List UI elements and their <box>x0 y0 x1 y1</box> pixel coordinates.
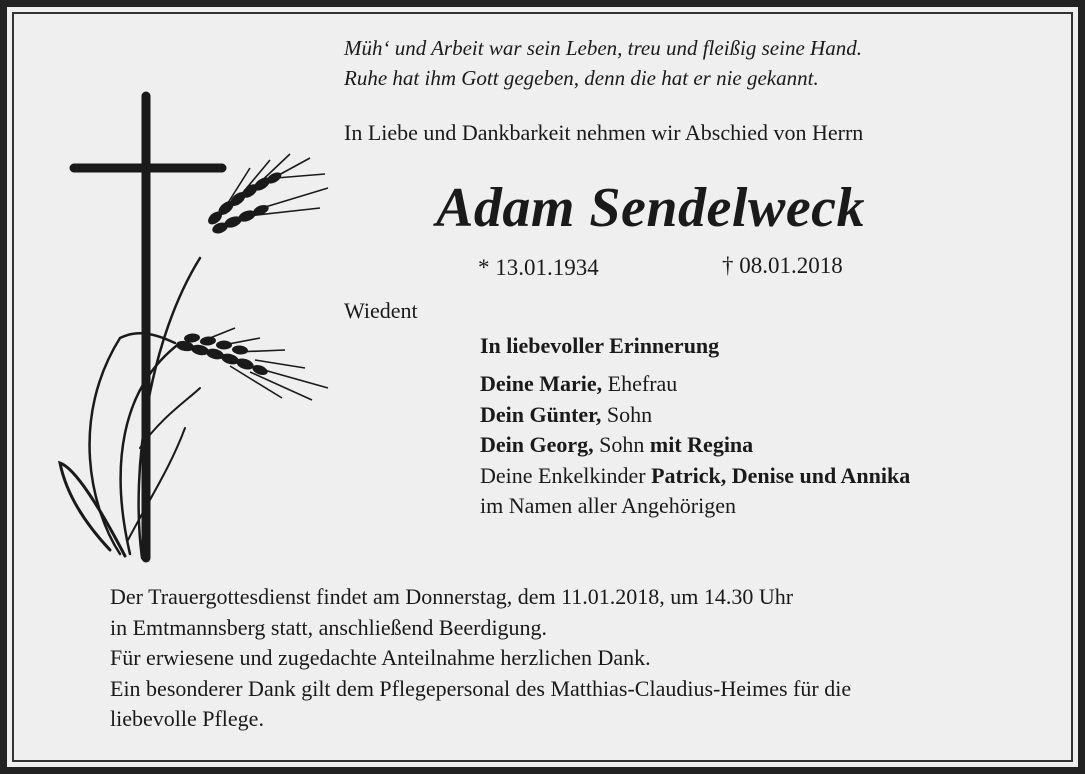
deceased-name: Adam Sendelweck <box>436 177 866 239</box>
service-line: Der Trauergottesdienst findet am Donnerstag, dem 11.01.2018, um 14.30 Uhr <box>110 584 794 609</box>
residence-place: Wiedent <box>344 298 418 323</box>
intro-text: In Liebe und Dankbarkeit nehmen wir Abschied von Herrn <box>344 120 864 145</box>
motto-verse <box>344 33 862 93</box>
mourner-line <box>480 430 910 461</box>
service-line: Ein besonderer Dank gilt dem Pflegepersonal des Matthias-Claudius-Heimes für die <box>110 675 852 701</box>
mourner-line <box>480 369 910 400</box>
mourner-names: Patrick, Denise und Annika <box>651 462 911 488</box>
motto-line-1: Müh‘ und Arbeit war sein Leben, treu und fleißig seine Hand. <box>344 36 862 60</box>
mourner-name: Dein Georg, <box>480 432 594 457</box>
mourners-list <box>480 369 910 522</box>
mourner-relation: Ehefrau <box>602 371 678 396</box>
mourner-line <box>480 400 910 431</box>
service-line: in Emtmannsberg statt, anschließend Beerdigung. <box>110 614 548 640</box>
cross-with-wheat-icon <box>50 88 340 568</box>
service-notice <box>110 582 851 735</box>
mourner-name: Dein Günter, <box>480 401 602 427</box>
service-line: liebevolle Pflege. <box>110 706 264 731</box>
mourner-relation: Sohn <box>593 432 650 457</box>
mourner-relation: Sohn <box>601 401 653 427</box>
mourners-heading: In liebevoller Erinnerung <box>480 333 720 358</box>
mourner-name: Deine Marie, <box>480 371 603 396</box>
service-line: Für erwiesene und zugedachte Anteilnahme herzlichen Dank. <box>110 645 651 670</box>
birth-date: * 13.01.1934 <box>478 255 599 280</box>
mourner-line <box>480 461 910 492</box>
motto-line-2: Ruhe hat ihm Gott gegeben, denn die hat er nie gekannt. <box>344 66 819 90</box>
mourner-line <box>480 491 910 522</box>
mourner-partner: mit Regina <box>649 432 754 457</box>
death-date: † 08.01.2018 <box>722 253 843 278</box>
mourner-relation: im Namen aller Angehörigen <box>480 493 736 518</box>
mourner-relation: Deine Enkelkinder <box>480 462 652 488</box>
